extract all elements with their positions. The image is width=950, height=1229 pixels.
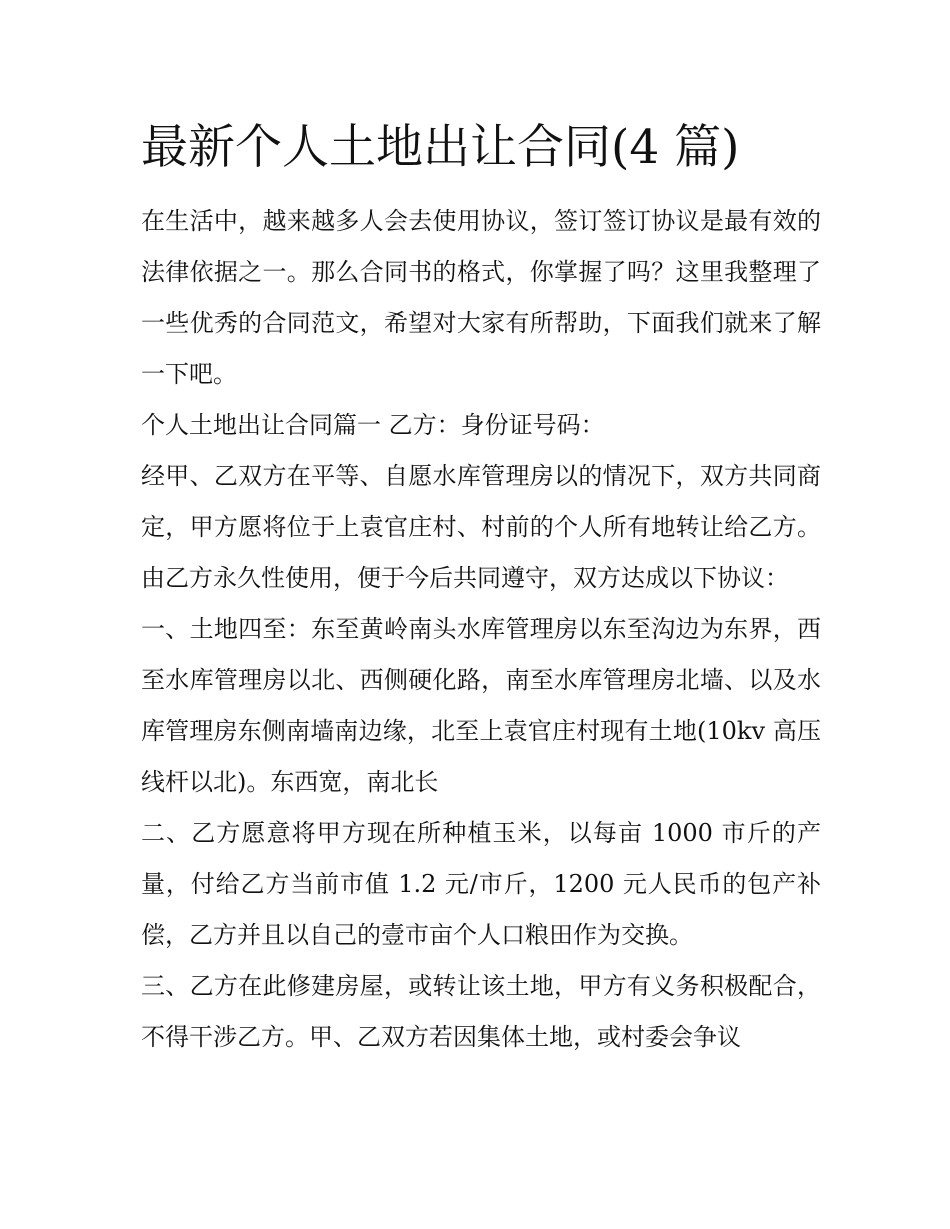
paragraph-clause-1: 一、土地四至：东至黄岭南头水库管理房以东至沟边为东界，西至水库管理房以北、西侧硬化路，南至水库管理房北墙、以及水库管理房东侧南墙南边缘，北至上袁官庄村现有土地(10kv 高压线杆以北)。东西宽，南北长 xyxy=(141,615,821,796)
paragraph-clause-3: 三、乙方在此修建房屋，或转让该土地，甲方有义务积极配合，不得干涉乙方。甲、乙双方若因集体土地，或村委会争议 xyxy=(141,972,821,1051)
document-title: 最新个人土地出让合同(4 篇) xyxy=(141,120,740,175)
paragraph-clause-2: 二、乙方愿意将甲方现在所种植玉米，以每亩 1000 市斤的产量，付给乙方当前市值 1.2 元/市斤，1200 元人民币的包产补偿，乙方并且以自己的壹市亩个人口粮田作为交换。 xyxy=(141,819,821,949)
paragraph-section-heading: 个人土地出让合同篇一 乙方：身份证号码： xyxy=(141,411,605,439)
paragraph-intro: 在生活中，越来越多人会去使用协议，签订签订协议是最有效的法律依据之一。那么合同书的格式，你掌握了吗？这里我整理了一些优秀的合同范文，希望对大家有所帮助，下面我们就来了解一下吧。 xyxy=(141,207,821,388)
paragraph-agreement-preamble: 经甲、乙双方在平等、自愿水库管理房以的情况下，双方共同商定，甲方愿将位于上袁官庄村、村前的个人所有地转让给乙方。由乙方永久性使用，便于今后共同遵守，双方达成以下协议： xyxy=(141,462,821,592)
document-body xyxy=(141,196,821,1063)
